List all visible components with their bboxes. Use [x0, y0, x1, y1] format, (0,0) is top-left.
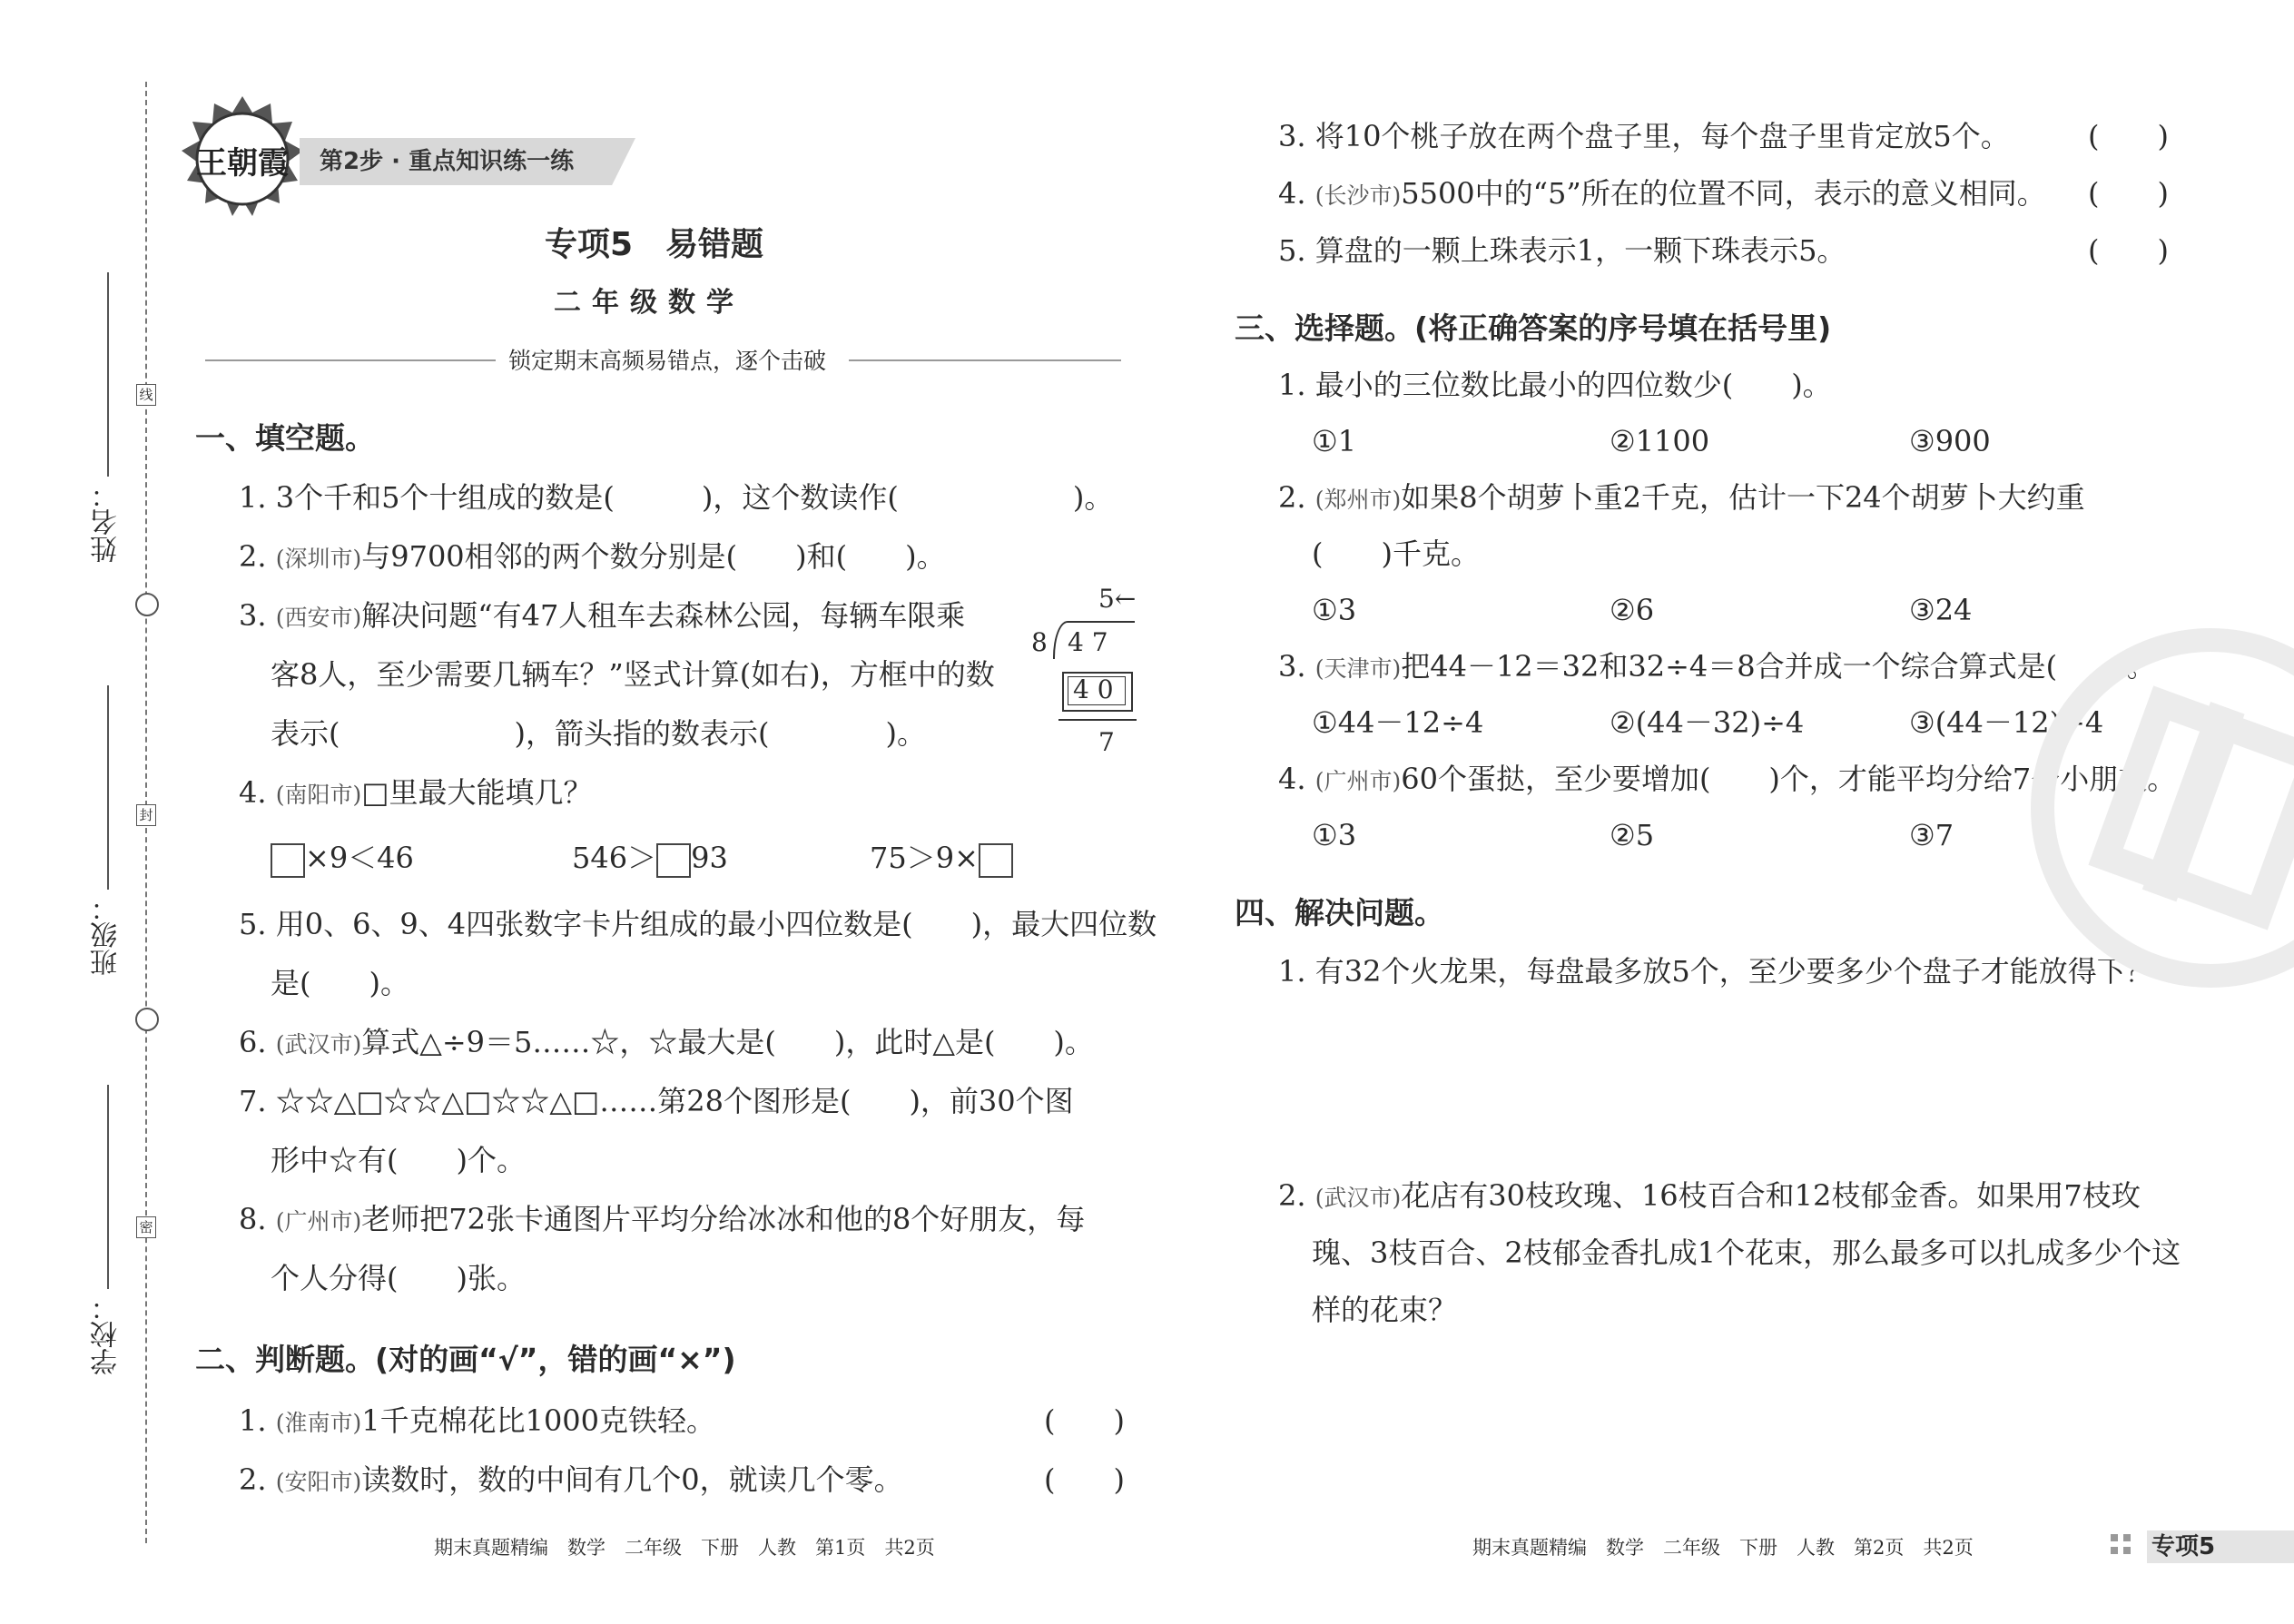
s2-q4-text: 5500中的“5”所在的位置不同，表示的意义相同。 [1401, 176, 2046, 211]
logo-text: 王朝霞 [196, 145, 289, 182]
answer-box[interactable] [271, 843, 305, 878]
city-tag: (南阳市) [275, 782, 362, 808]
s3-q4-opt-2[interactable]: ②5 [1610, 818, 1655, 852]
s3-q1-opt-2[interactable]: ②1100 [1610, 424, 1710, 458]
s2-q1-answer[interactable]: ( ) [1044, 1403, 1125, 1438]
class-label: 班级： [91, 894, 123, 976]
s2-q4: 4. (长沙市)5500中的“5”所在的位置不同，表示的意义相同。 [1278, 176, 2046, 211]
s1-q3-l2: 客8人，至少需要几辆车？”竖式计算(如右)，方框中的数 [271, 657, 995, 692]
s3-q2-l1: 2. (郑州市)如果8个胡萝卜重2千克，估计一下24个胡萝卜大约重 [1278, 480, 2085, 515]
city-tag: (长沙市) [1314, 182, 1402, 209]
s3-q2-opt-1[interactable]: ①3 [1312, 593, 1357, 627]
city-tag: (广州市) [1314, 768, 1402, 794]
s1-q4: 4. (南阳市)□里最大能填几？ [239, 775, 593, 810]
binding-hole-1 [135, 593, 159, 616]
s1-q4-text: □里最大能填几？ [361, 775, 593, 810]
section2-heading: 二、判断题。(对的画“√”，错的画“×”) [195, 1342, 736, 1377]
div-dividend: 4 7 [1068, 627, 1108, 657]
seal-mark-secret: 密 [136, 1216, 156, 1238]
s3-q4-opt-1[interactable]: ①3 [1312, 818, 1357, 852]
s2-q5-answer[interactable]: ( ) [2088, 233, 2169, 268]
div-product: 4 0 [1073, 674, 1114, 704]
s1-q4-a-text: ×9＜46 [305, 841, 414, 875]
s2-q2-text: 读数时，数的中间有几个0，就读几个零。 [361, 1462, 903, 1497]
s1-q7-l2: 形中☆有( )个。 [271, 1143, 526, 1177]
s3-q4: 4. (广州市)60个蛋挞，至少要增加( )个，才能平均分给7个小朋友。 [1278, 762, 2177, 796]
page-title: 专项5 易错题 [545, 226, 764, 263]
s3-q3-opt-1[interactable]: ①44－12÷4 [1312, 705, 1484, 740]
footer-tag: 专项5 [2151, 1533, 2216, 1560]
s1-q6-text: 算式△÷9＝5……☆，☆最大是( )，此时△是( )。 [361, 1025, 1094, 1059]
city-tag: (安阳市) [275, 1469, 362, 1495]
s2-q1: 1. (淮南市)1千克棉花比1000克铁轻。 [239, 1403, 716, 1438]
binding-hole-2 [135, 1008, 159, 1031]
city-tag: (天津市) [1314, 655, 1402, 682]
s1-q3-text: 解决问题“有47人租车去森林公园，每辆车限乘 [361, 598, 966, 633]
school-underline [107, 1085, 109, 1289]
s2-q4-answer[interactable]: ( ) [2088, 176, 2169, 211]
s1-q4-a [271, 840, 414, 878]
motto: 锁定期末高频易错点，逐个击破 [508, 348, 827, 374]
s3-q3-text: 把44－12＝32和32÷4＝8合并成一个综合算式是( )。 [1401, 649, 2156, 684]
s1-q8-l2: 个人分得( )张。 [271, 1261, 526, 1295]
motto-rule-right [849, 359, 1121, 361]
class-underline [107, 685, 109, 890]
name-label: 姓名： [91, 481, 123, 563]
s2-q3-answer[interactable]: ( ) [2088, 119, 2169, 153]
s1-q2: 2. (深圳市)与9700相邻的两个数分别是( )和( )。 [239, 539, 946, 574]
answer-box[interactable] [979, 843, 1013, 878]
s3-q2-l2: ( )千克。 [1312, 536, 1480, 571]
footer-right: 期末真题精编 数学 二年级 下册 人教 第2页 共2页 [1472, 1537, 1974, 1559]
s3-q2-opt-3[interactable]: ③24 [1909, 593, 1973, 627]
s1-q3-l3: 表示( )，箭头指的数表示( )。 [271, 716, 926, 751]
step-badge: 第2步 · 重点知识练一练 [320, 148, 575, 175]
s3-q4-text: 60个蛋挞，至少要增加( )个，才能平均分给7个小朋友。 [1401, 762, 2177, 796]
s1-q4-b [572, 840, 728, 878]
city-tag: (西安市) [275, 605, 362, 631]
s4-q2-l3: 样的花束？ [1312, 1293, 1458, 1327]
s3-q2-text: 如果8个胡萝卜重2千克，估计一下24个胡萝卜大约重 [1401, 480, 2085, 515]
long-division-figure [1026, 581, 1144, 763]
watermark-seal [2029, 626, 2294, 989]
s2-q2-answer[interactable]: ( ) [1044, 1462, 1125, 1497]
s1-q1: 1. 3个千和5个十组成的数是( )，这个数读作( )。 [239, 480, 1114, 515]
s3-q2-opt-2[interactable]: ②6 [1610, 593, 1655, 627]
s3-q4-opt-3[interactable]: ③7 [1909, 818, 1954, 852]
s1-q4-c [870, 840, 1013, 878]
s2-q2: 2. (安阳市)读数时，数的中间有几个0，就读几个零。 [239, 1462, 903, 1497]
s3-q3-opt-2[interactable]: ②(44－32)÷4 [1610, 705, 1805, 740]
city-tag: (郑州市) [1314, 487, 1402, 513]
section4-heading: 四、解决问题。 [1235, 895, 1444, 930]
s1-q7-l1: 7. ☆☆△□☆☆△□☆☆△□……第28个图形是( )，前30个图 [239, 1084, 1074, 1118]
s1-q6: 6. (武汉市)算式△÷9＝5……☆，☆最大是( )，此时△是( )。 [239, 1025, 1094, 1059]
div-divisor: 8 [1031, 627, 1048, 657]
answer-box[interactable] [656, 843, 691, 878]
s3-q3-opt-3[interactable]: ③(44－12)÷4 [1909, 705, 2104, 740]
s1-q4-b-right: 93 [691, 841, 728, 875]
city-tag: (深圳市) [275, 546, 362, 572]
s2-q3: 3. 将10个桃子放在两个盘子里，每个盘子里肯定放5个。 [1278, 119, 2010, 153]
s2-q1-text: 1千克棉花比1000克铁轻。 [361, 1403, 716, 1438]
s1-q4-c-text: 75＞9× [870, 841, 979, 875]
section1-heading: 一、填空题。 [195, 420, 375, 456]
s1-q4-b-left: 546＞ [572, 841, 657, 875]
s1-q2-text: 与9700相邻的两个数分别是( )和( )。 [361, 539, 946, 574]
seal-mark-seal: 封 [136, 804, 156, 826]
s3-q3: 3. (天津市)把44－12＝32和32÷4＝8合并成一个综合算式是( )。 [1278, 649, 2156, 684]
s1-q5-l2: 是( )。 [271, 966, 409, 1000]
s2-q5: 5. 算盘的一颗上珠表示1，一颗下珠表示5。 [1278, 233, 1846, 268]
brand-logo [178, 94, 307, 223]
city-tag: (武汉市) [1314, 1185, 1402, 1211]
div-quotient: 5← [1098, 584, 1137, 614]
footer-left: 期末真题精编 数学 二年级 下册 人教 第1页 共2页 [434, 1537, 935, 1559]
div-remainder: 7 [1098, 727, 1115, 757]
city-tag: (武汉市) [275, 1031, 362, 1058]
page-subtitle: 二年级数学 [554, 287, 744, 319]
s3-q1-opt-1[interactable]: ①1 [1312, 424, 1357, 458]
name-underline [107, 272, 109, 477]
s1-q8-text: 老师把72张卡通图片平均分给冰冰和他的8个好朋友，每 [361, 1202, 1086, 1236]
s4-q2-text: 花店有30枝玫瑰、16枝百合和12枝郁金香。如果用7枝玫 [1401, 1178, 2141, 1213]
seal-mark-line: 线 [136, 384, 156, 406]
school-label: 学校： [91, 1294, 123, 1375]
footer-dots [2111, 1534, 2147, 1561]
motto-rule-left [205, 359, 496, 361]
s1-q3-l1: 3. (西安市)解决问题“有47人租车去森林公园，每辆车限乘 [239, 598, 966, 633]
div-rule [1058, 719, 1137, 721]
city-tag: (淮南市) [275, 1410, 362, 1436]
city-tag: (广州市) [275, 1208, 362, 1235]
section3-heading: 三、选择题。(将正确答案的序号填在括号里) [1235, 310, 1832, 346]
s1-q5-l1: 5. 用0、6、9、4四张数字卡片组成的最小四位数是( )，最大四位数 [239, 907, 1157, 941]
s4-q2-l2: 瑰、3枝百合、2枝郁金香扎成1个花束，那么最多可以扎成多少个这 [1312, 1235, 2181, 1270]
s4-q2-l1: 2. (武汉市)花店有30枝玫瑰、16枝百合和12枝郁金香。如果用7枝玫 [1278, 1178, 2141, 1213]
s1-q8-l1: 8. (广州市)老师把72张卡通图片平均分给冰冰和他的8个好朋友，每 [239, 1202, 1086, 1236]
s4-q1: 1. 有32个火龙果，每盘最多放5个，至少要多少个盘子才能放得下？ [1278, 954, 2155, 989]
s3-q1-opt-3[interactable]: ③900 [1909, 424, 1991, 458]
s3-q1: 1. 最小的三位数比最小的四位数少( )。 [1278, 368, 1832, 402]
